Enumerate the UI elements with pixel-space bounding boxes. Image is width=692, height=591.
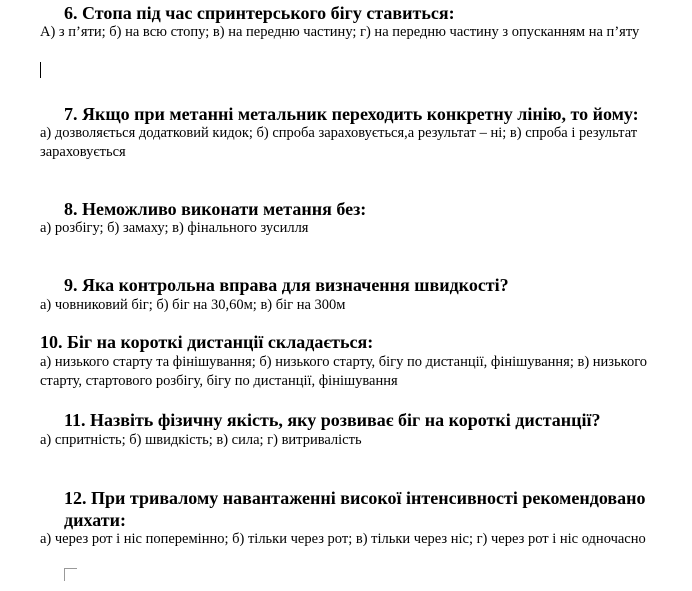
- question-heading-text: 12. При тривалому навантаженні високої інтенсивності рекомендовано дихати:: [64, 488, 646, 530]
- question-heading: 11. Назвіть фізичну якість, яку розвиває біг на короткі дистанції?: [64, 410, 601, 430]
- page-corner-mark: [64, 568, 77, 581]
- question-answer: а) дозволяється додатковий кидок; б) спроба зараховується,а результат – ні; в) спроба і результат зараховується: [40, 125, 638, 160]
- question-heading: 9. Яка контрольна вправа для визначення швидкості?: [64, 275, 509, 295]
- question-heading: 10. Біг на короткі дистанції складається:: [40, 332, 374, 352]
- question-answer: а) розбігу; б) замаху; в) фінального зусилля: [40, 220, 309, 236]
- question-heading: [64, 487, 684, 531]
- question-answer: а) низького старту та фінішування; б) низького старту, бігу по дистанції, фінішування; в) низького старту, стартового розбігу, бігу по дистанції, фінішування: [40, 354, 648, 389]
- question-answer: а) спритність; б) швидкість; в) сила; г) витривалість: [40, 432, 362, 448]
- text-cursor: [40, 62, 41, 78]
- question-answer: а) човниковий біг; б) біг на 30,60м; в) біг на 300м: [40, 297, 346, 313]
- question-heading: 8. Неможливо виконати метання без:: [64, 199, 367, 219]
- question-heading: 7. Якщо при метанні метальник переходить конкретну лінію, то йому:: [64, 104, 639, 124]
- question-answer: а) через рот і ніс поперемінно; б) тільки через рот; в) тільки через ніс; г) через рот і ніс одночасно: [40, 531, 646, 547]
- question-heading: 6. Стопа під час спринтерського бігу ставиться:: [64, 3, 455, 23]
- question-answer: А) з п’яти; б) на всю стопу; в) на передню частину; г) на передню частину з опусканням на п’яту: [40, 24, 640, 40]
